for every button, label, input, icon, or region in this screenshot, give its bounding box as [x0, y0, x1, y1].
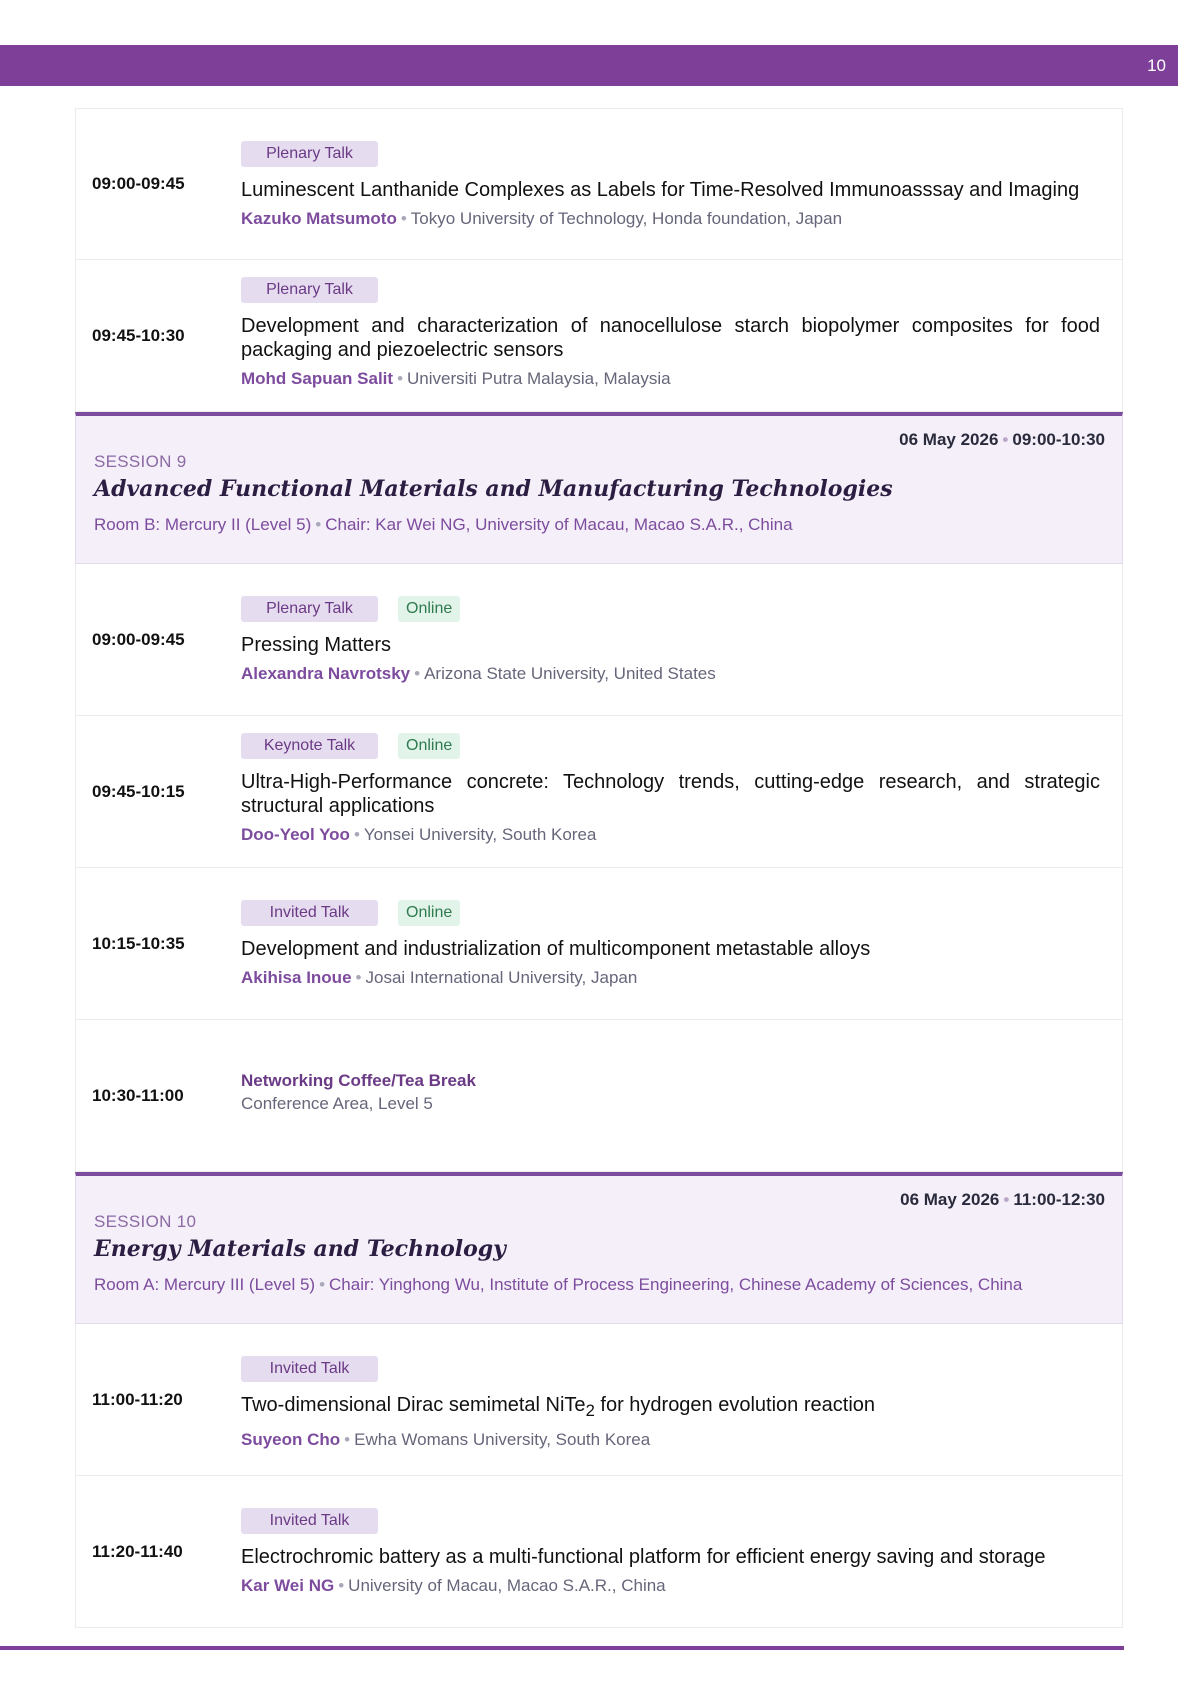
speaker-name: Kazuko Matsumoto [241, 209, 397, 228]
break-row [75, 1020, 1123, 1172]
speaker-affiliation: Yonsei University, South Korea [363, 825, 597, 844]
talk-details [241, 596, 1100, 686]
talk-row [75, 1476, 1123, 1628]
separator-dot: • [414, 664, 421, 683]
session-header [75, 412, 1123, 564]
tag-list [241, 277, 1100, 303]
talk-type-badge: Invited Talk [241, 900, 378, 926]
talk-title-text: Pressing Matters [241, 634, 392, 656]
separator-dot: • [338, 1576, 345, 1595]
time-slot: 09:00-09:45 [92, 629, 185, 649]
talk-title-text: Luminescent Lanthanide Complexes as Labels for Time-Resolved Immunoasssay and Imaging [241, 179, 1080, 201]
tag-list [241, 900, 1100, 926]
talk-type-badge: Keynote Talk [241, 733, 378, 759]
separator-dot: • [353, 825, 360, 844]
talk-title [241, 1393, 1100, 1423]
tag-list [241, 733, 1100, 759]
talk-row [75, 716, 1123, 868]
talk-details [241, 141, 1100, 231]
session-title: Energy Materials and Technology [94, 1236, 506, 1262]
talk-details [241, 277, 1100, 391]
tag-list [241, 141, 1100, 167]
session-time: 11:00-12:30 [1013, 1190, 1105, 1209]
speaker-line [241, 966, 1100, 990]
session-header [75, 1172, 1123, 1324]
speaker-affiliation: Josai International University, Japan [365, 968, 638, 987]
time-slot: 09:45-10:15 [92, 781, 185, 801]
separator-dot: • [344, 1430, 351, 1449]
talk-title [241, 770, 1100, 818]
session-chair: Chair: Kar Wei NG, University of Macau, Macao S.A.R., China [325, 515, 793, 534]
talk-title [241, 633, 1100, 657]
speaker-affiliation: Arizona State University, United States [424, 664, 716, 683]
speaker-name: Doo-Yeol Yoo [241, 825, 350, 844]
speaker-affiliation: Universiti Putra Malaysia, Malaysia [407, 369, 671, 388]
talk-row [75, 868, 1123, 1020]
header-bar [0, 45, 1178, 86]
time-slot: 11:20-11:40 [92, 1541, 183, 1561]
speaker-name: Kar Wei NG [241, 1576, 335, 1595]
speaker-name: Suyeon Cho [241, 1430, 341, 1449]
tag-list [241, 596, 1100, 622]
talk-type-badge: Plenary Talk [241, 141, 378, 167]
session-datetime [900, 1190, 1105, 1210]
talk-row [75, 260, 1123, 412]
session-title: Advanced Functional Materials and Manufacturing Technologies [94, 476, 893, 502]
talk-title [241, 178, 1100, 202]
time-slot: 10:30-11:00 [92, 1085, 184, 1105]
speaker-line [241, 207, 1100, 231]
session-label: SESSION 10 [94, 1212, 197, 1231]
break-title: Networking Coffee/Tea Break [241, 1071, 476, 1090]
talk-type-badge: Plenary Talk [241, 277, 378, 303]
speaker-affiliation: Tokyo University of Technology, Honda foundation, Japan [410, 209, 843, 228]
time-slot: 11:00-11:20 [92, 1389, 183, 1409]
speaker-line [241, 662, 1100, 686]
talk-details [241, 1356, 1100, 1452]
session-room: Room A: Mercury III (Level 5) [94, 1275, 316, 1294]
speaker-affiliation: University of Macau, Macao S.A.R., China [348, 1576, 666, 1595]
talk-title-text: Development and industrialization of multicomponent metastable alloys [241, 938, 871, 960]
speaker-line [241, 1574, 1100, 1598]
footer-rule [0, 1646, 1124, 1650]
talk-type-badge: Invited Talk [241, 1508, 378, 1534]
speaker-name: Mohd Sapuan Salit [241, 369, 394, 388]
talk-row [75, 1324, 1123, 1476]
talk-row [75, 108, 1123, 260]
session-date: 06 May 2026 [900, 1190, 1000, 1209]
speaker-name: Alexandra Navrotsky [241, 664, 411, 683]
separator-dot: • [315, 515, 322, 534]
talk-title-text: Electrochromic battery as a multi-functional platform for efficient energy saving and storage [241, 1546, 1046, 1568]
session-room: Room B: Mercury II (Level 5) [94, 515, 312, 534]
speaker-affiliation: Ewha Womans University, South Korea [354, 1430, 651, 1449]
break-location: Conference Area, Level 5 [241, 1094, 433, 1113]
talk-details [241, 1508, 1100, 1598]
separator-dot: • [319, 1275, 326, 1294]
time-slot: 10:15-10:35 [92, 933, 185, 953]
separator-dot: • [1002, 430, 1009, 449]
separator-dot: • [400, 209, 407, 228]
talk-title-subscript: 2 [585, 1401, 595, 1420]
talk-row [75, 564, 1123, 716]
session-date: 06 May 2026 [899, 430, 999, 449]
talk-title-text: Ultra-High-Performance concrete: Technology trends, cutting-edge research, and strategic structural applications [241, 771, 1100, 817]
talk-title [241, 314, 1100, 362]
session-room-chair [94, 515, 793, 535]
online-badge: Online [398, 733, 460, 759]
session-room-chair [94, 1275, 1022, 1295]
speaker-name: Akihisa Inoue [241, 968, 352, 987]
talk-title [241, 1545, 1100, 1569]
break-details [241, 1071, 1100, 1114]
talk-title-text: Development and characterization of nanocellulose starch biopolymer composites for food packaging and piezoelectric sensors [241, 315, 1100, 361]
tag-list [241, 1508, 1100, 1534]
session-label: SESSION 9 [94, 452, 187, 471]
talk-details [241, 733, 1100, 847]
schedule [75, 108, 1123, 1628]
speaker-line [241, 823, 1100, 847]
talk-title-text: Two-dimensional Dirac semimetal NiTe [241, 1394, 586, 1416]
time-slot: 09:00-09:45 [92, 174, 185, 193]
tag-list [241, 1356, 1100, 1382]
talk-type-badge: Invited Talk [241, 1356, 378, 1382]
session-time: 09:00-10:30 [1012, 430, 1105, 449]
session-datetime [899, 430, 1105, 450]
time-slot: 09:45-10:30 [92, 325, 185, 345]
talk-title-text-cont: for hydrogen evolution reaction [594, 1394, 876, 1416]
talk-details [241, 900, 1100, 990]
speaker-line [241, 367, 1100, 391]
page-number: 10 [1147, 56, 1166, 75]
online-badge: Online [398, 596, 460, 622]
separator-dot: • [355, 968, 362, 987]
separator-dot: • [397, 369, 404, 388]
talk-title [241, 937, 1100, 961]
speaker-line [241, 1428, 1100, 1452]
online-badge: Online [398, 900, 460, 926]
separator-dot: • [1003, 1190, 1010, 1209]
session-chair: Chair: Yinghong Wu, Institute of Process Engineering, Chinese Academy of Sciences, China [329, 1275, 1023, 1294]
talk-type-badge: Plenary Talk [241, 596, 378, 622]
